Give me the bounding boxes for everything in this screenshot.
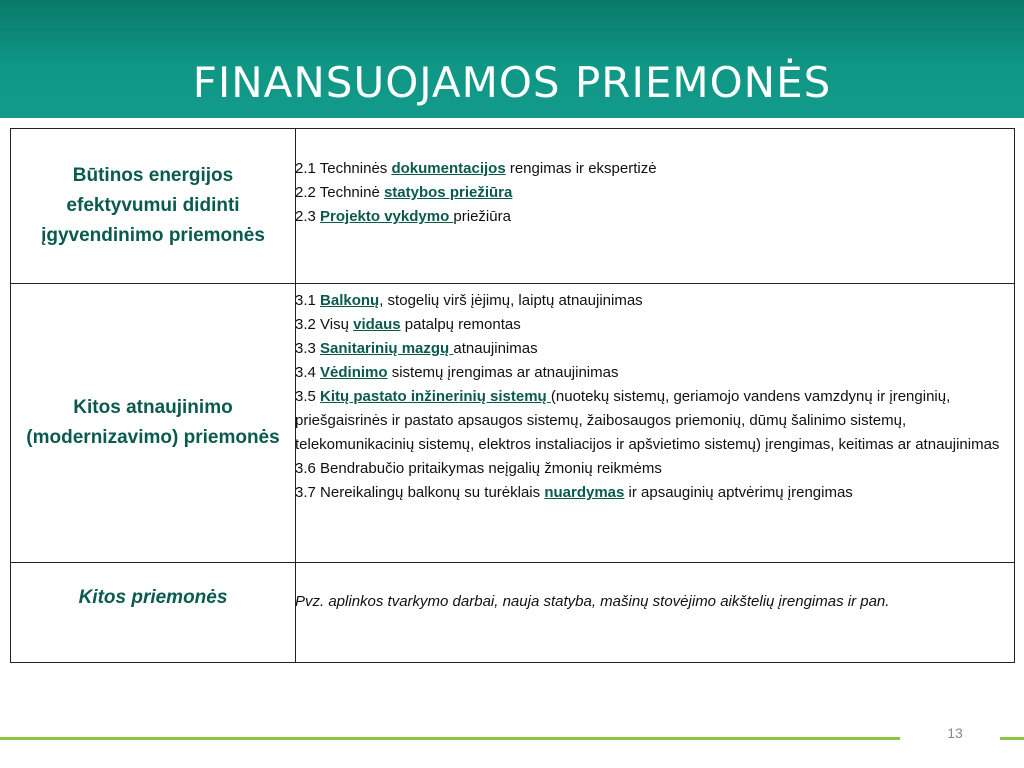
category-cell: Kitos priemonės [11,563,296,662]
item-text: 3.7 Nereikalingų balkonų su turėklais [295,484,545,501]
list-item [295,385,1016,457]
item-text: priežiūra [453,208,511,225]
slide-header [0,0,1024,118]
item-text: 2.3 [295,208,321,225]
list-item [295,313,1016,337]
item-text: atnaujinimas [453,340,538,357]
footer-divider [1000,737,1024,740]
item-highlight: Balkonų [320,292,380,309]
slide-title: FINANSUOJAMOS PRIEMONĖS [192,58,832,107]
item-text: 3.5 [295,388,321,405]
list-item [295,361,1016,385]
item-text: 3.2 Visų [295,316,354,333]
item-highlight: vidaus [353,316,401,333]
item-highlight: nuardymas [544,484,625,501]
list-item [295,157,1016,181]
items-cell [295,157,1016,229]
item-text: rengimas ir ekspertizė [505,160,657,177]
item-text: patalpų remontas [400,316,521,333]
item-text: 2.2 Techninė [295,184,384,201]
page-number: 13 [947,725,963,741]
list-item [295,289,1016,313]
item-highlight: statybos priežiūra [383,184,513,201]
item-highlight: Vėdinimo [320,364,388,381]
items-cell [295,590,1016,614]
list-item [295,457,1016,481]
other-measures-text: Pvz. aplinkos tvarkymo darbai, nauja statyba, mašinų stovėjimo aikštelių įrengimas ir pan. [295,593,890,610]
item-text: (nuotekų sistemų, geriamojo vandens vamzdynų ir įrenginių, priešgaisrinės ir pastato apsaugos sistemų, žaibosaugos priemonių, dūmų šalinimo sistemų, telekomunikacinių sistemų, elektros instaliacijos ir apšvietimo sistemų) įrengimas, keitimas ar atnaujinimas [295,388,1000,453]
item-highlight: Kitų pastato inžinerinių sistemų [320,388,551,405]
category-cell: Kitos atnaujinimo (modernizavimo) priemonės [11,284,296,562]
item-text: 3.6 Bendrabučio pritaikymas neįgalių žmonių reikmėms [295,460,662,477]
item-highlight: Sanitarinių mazgų [320,340,454,357]
item-text: 3.4 [295,364,321,381]
item-highlight: Projekto vykdymo [320,208,454,225]
item-text: , stogelių virš įėjimų, laiptų atnaujinimas [379,292,643,309]
list-item [295,181,1016,205]
items-cell [295,289,1016,505]
category-cell: Būtinos energijos efektyvumui didinti įgyvendinimo priemonės [11,129,296,283]
item-text: 3.3 [295,340,321,357]
item-text: sistemų įrengimas ar atnaujinimas [387,364,619,381]
item-text: ir apsauginių aptvėrimų įrengimas [624,484,853,501]
list-item [295,205,1016,229]
item-highlight: dokumentacijos [391,160,506,177]
item-text: 3.1 [295,292,321,309]
footer-divider [0,737,900,740]
list-item [295,481,1016,505]
item-text: 2.1 Techninės [295,160,392,177]
list-item [295,337,1016,361]
